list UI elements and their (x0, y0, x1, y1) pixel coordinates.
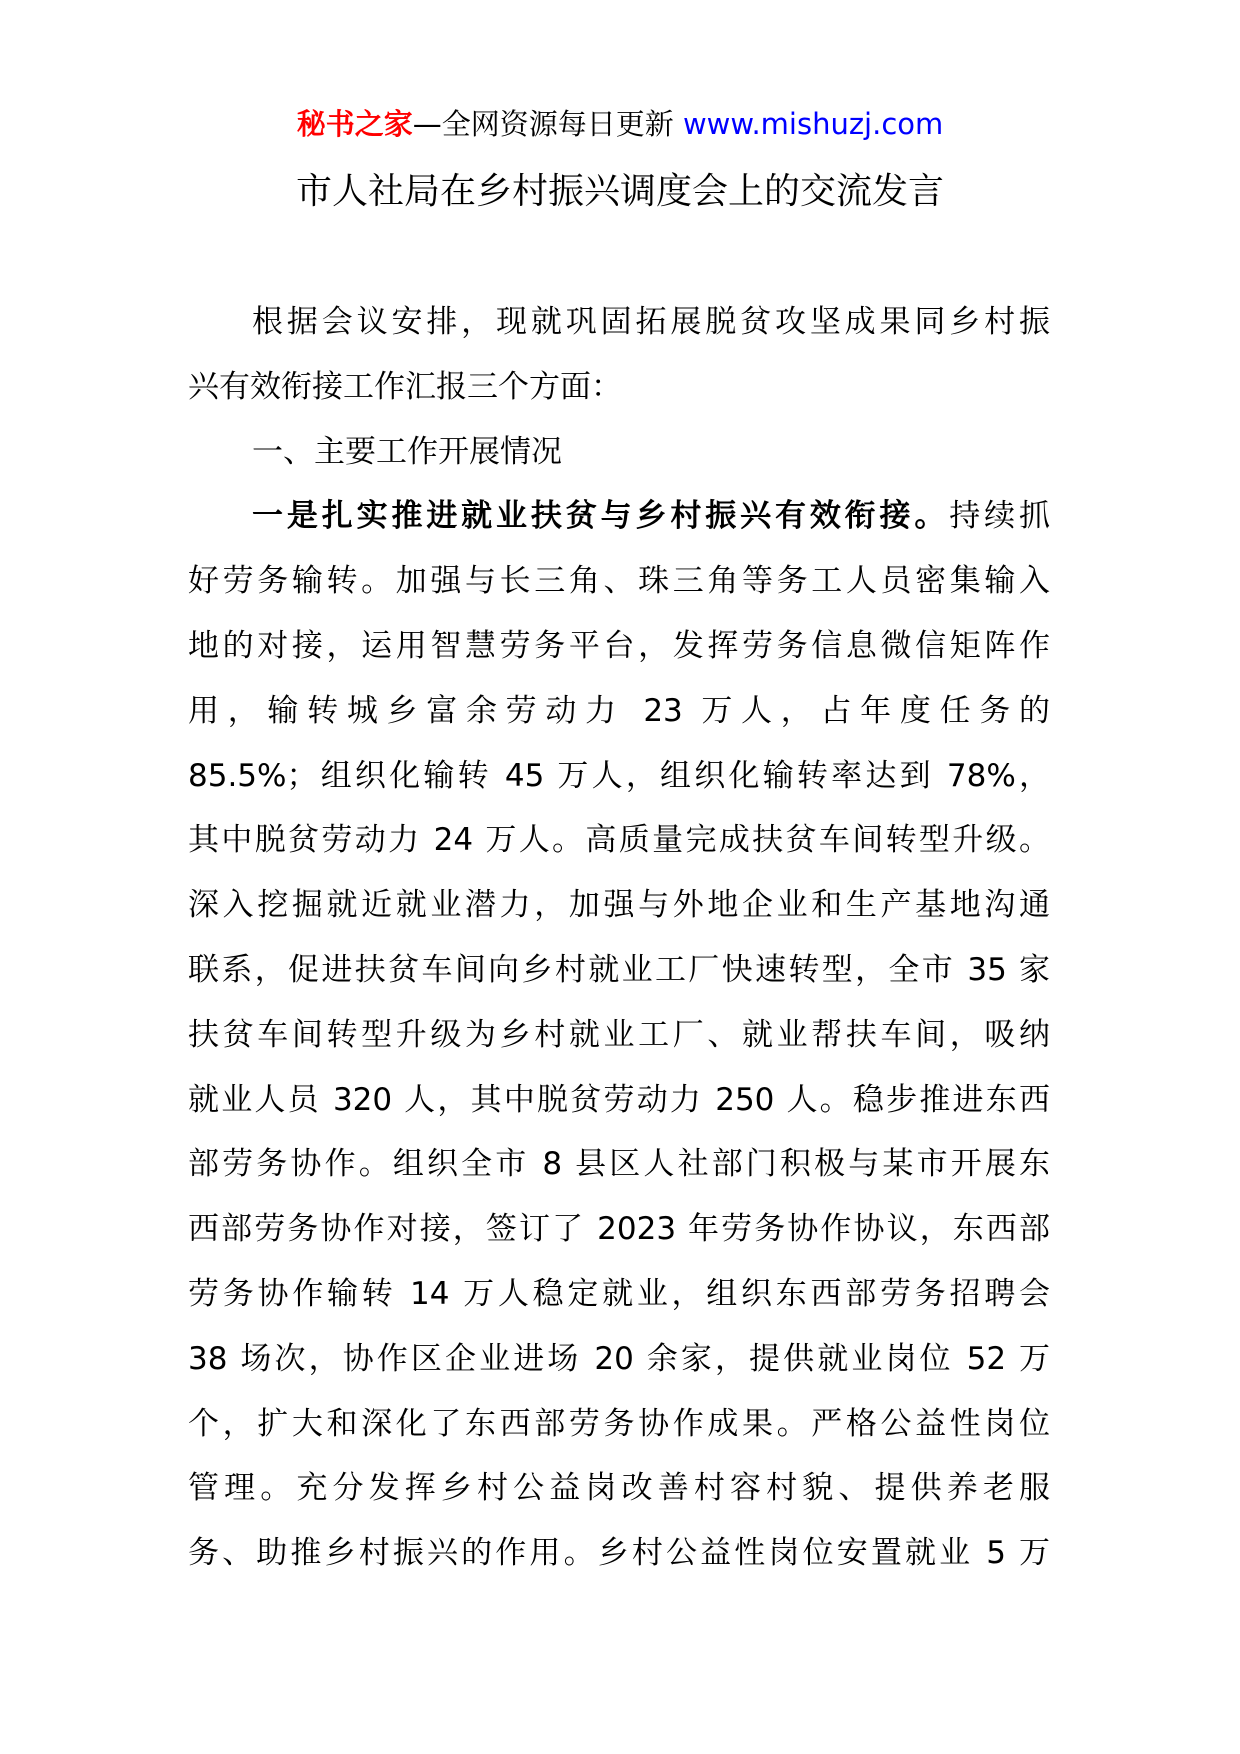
paragraph-line: 管理。充分发挥乡村公益岗改善村容村貌、提供养老服 (188, 1470, 1050, 1507)
document-body (188, 290, 1050, 1586)
section-heading: 一、主要工作开展情况 (252, 433, 562, 470)
paragraph-line: 劳务协作输转 14 万人稳定就业，组织东西部劳务招聘会 (188, 1275, 1050, 1312)
paragraph-line: 根据会议安排，现就巩固拓展脱贫攻坚成果同乡村振 (252, 304, 1050, 340)
paragraph-line (188, 484, 1050, 549)
paragraph-line: 深入挖掘就近就业潜力，加强与外地企业和生产基地沟通 (188, 887, 1050, 924)
paragraph-line-tail: 持续抓 (949, 498, 1051, 535)
paragraph-line: 地的对接，运用智慧劳务平台，发挥劳务信息微信矩阵作 (188, 627, 1050, 664)
paragraph-line: 85.5%；组织化输转 45 万人，组织化输转率达到 78%， (188, 757, 1050, 794)
paragraph-line: 用，输转城乡富余劳动力 23 万人，占年度任务的 (188, 692, 1050, 729)
document-title: 市人社局在乡村振兴调度会上的交流发言 (295, 171, 944, 212)
paragraph-line: 部劳务协作。组织全市 8 县区人社部门积极与某市开展东 (188, 1146, 1050, 1183)
paragraph-line: 联系，促进扶贫车间向乡村就业工厂快速转型，全市 35 家 (188, 951, 1050, 988)
paragraph-line: 其中脱贫劳动力 24 万人。高质量完成扶贫车间转型升级。 (188, 822, 1050, 859)
paragraph-line: 就业人员 320 人，其中脱贫劳动力 250 人。稳步推进东西 (188, 1081, 1050, 1118)
lead-sentence: 一是扎实推进就业扶贫与乡村振兴有效衔接。 (252, 498, 950, 535)
site-url-link[interactable]: www.mishuzj.com (682, 107, 944, 141)
brand-name: 秘书之家 (296, 107, 413, 141)
paragraph-line: 个，扩大和深化了东西部劳务协作成果。严格公益性岗位 (188, 1405, 1050, 1442)
paragraph-line: 西部劳务协作对接，签订了 2023 年劳务协作协议，东西部 (188, 1211, 1050, 1248)
paragraph-line: 好劳务输转。加强与长三角、珠三角等务工人员密集输入 (188, 563, 1050, 600)
paragraph-line: 38 场次，协作区企业进场 20 余家，提供就业岗位 52 万 (188, 1340, 1050, 1377)
site-tagline: —全网资源每日更新 (412, 107, 683, 141)
paragraph-line: 务、助推乡村振兴的作用。乡村公益性岗位安置就业 5 万 (188, 1535, 1050, 1572)
paragraph-line: 扶贫车间转型升级为乡村就业工厂、就业帮扶车间，吸纳 (188, 1016, 1050, 1053)
site-header (0, 104, 1240, 144)
paragraph-line: 兴有效衔接工作汇报三个方面： (188, 368, 622, 405)
